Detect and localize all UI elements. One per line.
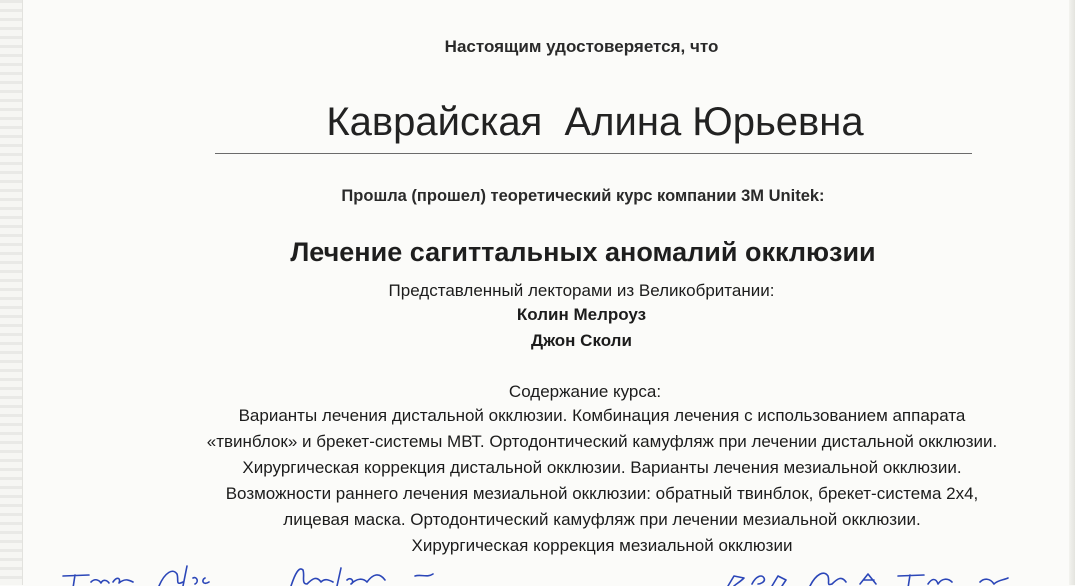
course-content-line: Возможности раннего лечения мезиальной окклюзии: обратный твинблок, брекет-система 2х4, (225, 484, 979, 503)
course-intro: Прошла (прошел) теоретический курс компании 3М Unitek: (341, 187, 825, 205)
course-content-line: «твинблок» и брекет-системы МВТ. Ортодонтический камуфляж при лечении дистальной окклюзии. (206, 432, 998, 451)
course-content-line: Варианты лечения дистальной окклюзии. Комбинация лечения с использованием аппарата (238, 406, 966, 425)
lecturer-name: Колин Мелроуз (516, 305, 647, 324)
presented-by: Представленный лекторами из Великобритании: (388, 281, 775, 300)
name-underline (215, 153, 972, 154)
handwritten-signature-left (55, 556, 445, 586)
course-content-line: Хирургическая коррекция дистальной окклюзии. Варианты лечения мезиальной окклюзии. (242, 458, 962, 477)
recipient-name: Каврайская Алина Юрьевна (326, 100, 864, 144)
handwritten-signature-right (700, 556, 1030, 586)
course-title: Лечение сагиттальных аномалий окклюзии (290, 237, 876, 267)
course-content-heading: Содержание курса: (508, 382, 662, 401)
course-content-line: Хирургическая коррекция мезиальной окклюзии (411, 536, 793, 555)
lecturer-name: Джон Сколи (531, 331, 632, 350)
course-content-line: лицевая маска. Ортодонтический камуфляж при лечении мезиальной окклюзии. (283, 510, 921, 529)
certification-intro: Настоящим удостоверяется, что (444, 37, 719, 56)
